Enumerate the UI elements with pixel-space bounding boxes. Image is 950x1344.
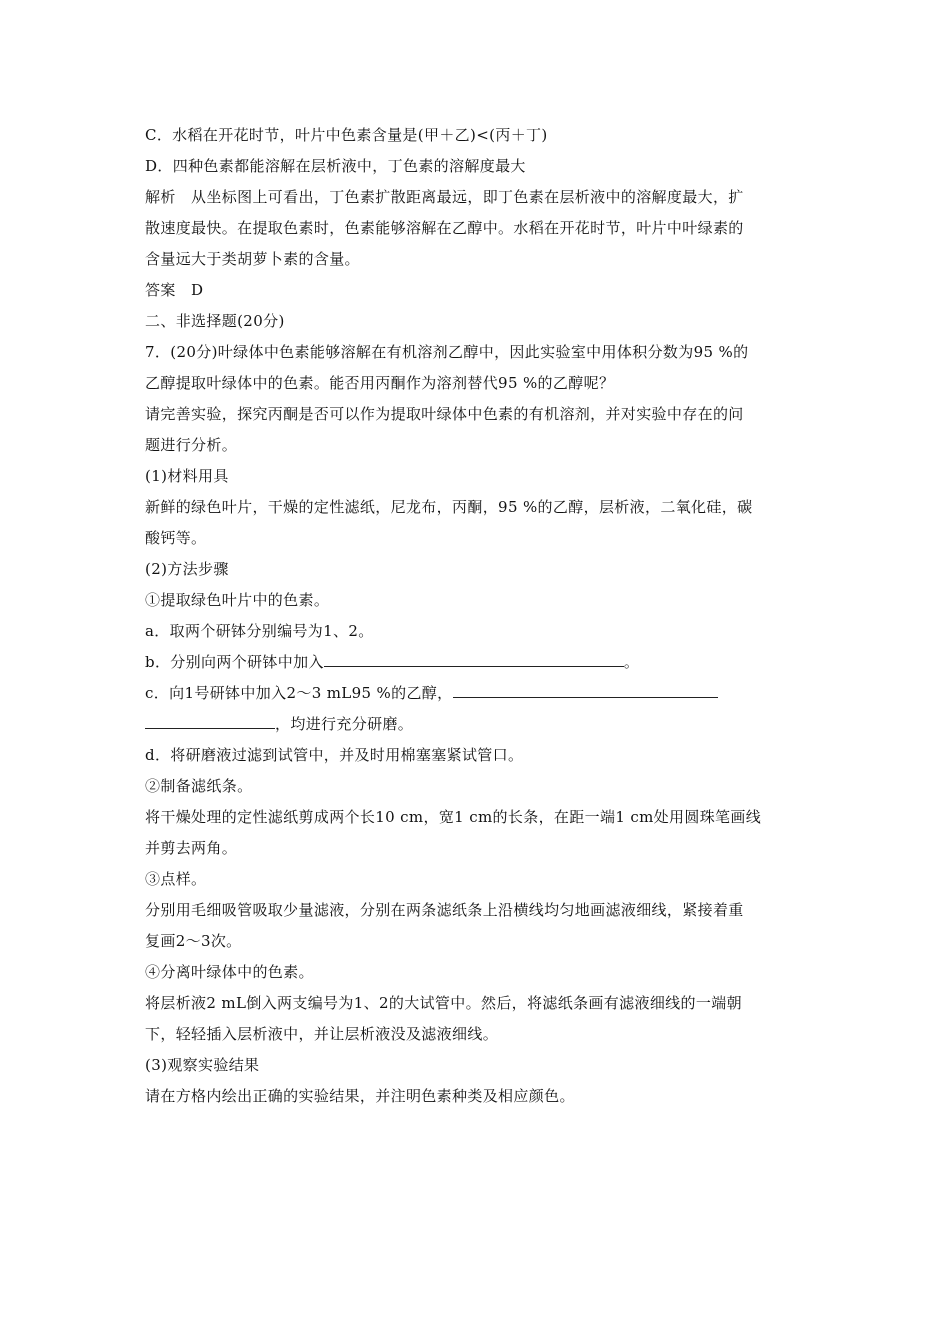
step-1b-text: b．分别向两个研钵中加入 (145, 653, 324, 671)
step-1c-end: ，均进行充分研磨。 (275, 715, 414, 733)
step-1c-text: c．向1号研钵中加入2～3 mL95 %的乙醇， (145, 684, 453, 702)
step-1-heading: ①提取绿色叶片中的色素。 (145, 591, 330, 609)
step-3-heading: ③点样。 (145, 870, 207, 888)
step-1d: d．将研磨液过滤到试管中，并及时用棉塞塞紧试管口。 (145, 746, 524, 764)
answer: 答案 D (145, 281, 204, 299)
step-2-text: 将干燥处理的定性滤纸剪成两个长10 cm，宽1 cm的长条，在距一端1 cm处用圆珠笔画线 (145, 808, 762, 826)
analysis-line: 散速度最快。在提取色素时，色素能够溶解在乙醇中。水稻在开花时节，叶片中叶绿素的 (145, 219, 744, 237)
step-2-text: 并剪去两角。 (145, 839, 238, 857)
step-1b-end: 。 (623, 653, 640, 671)
step-1b (145, 647, 810, 678)
question-7-intro-line: 请完善实验，探究丙酮是否可以作为提取叶绿体中色素的有机溶剂，并对实验中存在的问 (145, 405, 744, 423)
step-1c-continued (145, 709, 810, 740)
option-c: C．水稻在开花时节，叶片中色素含量是(甲＋乙)<(丙＋丁) (145, 126, 548, 144)
step-1a: a．取两个研钵分别编号为1、2。 (145, 622, 374, 640)
materials-heading: (1)材料用具 (145, 467, 229, 485)
section-title: 二、非选择题(20分) (145, 312, 285, 330)
step-3-text: 复画2～3次。 (145, 932, 242, 950)
step-4-text: 将层析液2 mL倒入两支编号为1、2的大试管中。然后，将滤纸条画有滤液细线的一端朝 (145, 994, 742, 1012)
fill-in-blank[interactable] (453, 679, 718, 698)
page-content (145, 120, 810, 1112)
results-text: 请在方格内绘出正确的实验结果，并注明色素种类及相应颜色。 (145, 1087, 575, 1105)
question-7-intro-line: 7．(20分)叶绿体中色素能够溶解在有机溶剂乙醇中，因此实验室中用体积分数为95 %的 (145, 343, 749, 361)
materials-line: 酸钙等。 (145, 529, 207, 547)
question-7-intro-line: 乙醇提取叶绿体中的色素。能否用丙酮作为溶剂替代95 %的乙醇呢？ (145, 374, 615, 392)
step-4-heading: ④分离叶绿体中的色素。 (145, 963, 314, 981)
fill-in-blank[interactable] (145, 710, 275, 729)
question-7-intro-line: 题进行分析。 (145, 436, 238, 454)
analysis-line: 含量远大于类胡萝卜素的含量。 (145, 250, 360, 268)
analysis-line: 解析 从坐标图上可看出，丁色素扩散距离最远，即丁色素在层析液中的溶解度最大，扩 (145, 188, 744, 206)
fill-in-blank[interactable] (324, 648, 624, 667)
step-1c (145, 678, 810, 709)
results-heading: (3)观察实验结果 (145, 1056, 260, 1074)
method-heading: (2)方法步骤 (145, 560, 229, 578)
option-d: D．四种色素都能溶解在层析液中，丁色素的溶解度最大 (145, 157, 526, 175)
step-3-text: 分别用毛细吸管吸取少量滤液，分别在两条滤纸条上沿横线均匀地画滤液细线，紧接着重 (145, 901, 744, 919)
step-2-heading: ②制备滤纸条。 (145, 777, 253, 795)
materials-line: 新鲜的绿色叶片，干燥的定性滤纸，尼龙布，丙酮，95 %的乙醇，层析液，二氧化硅，碳 (145, 498, 753, 516)
step-4-text: 下，轻轻插入层析液中，并让层析液没及滤液细线。 (145, 1025, 499, 1043)
